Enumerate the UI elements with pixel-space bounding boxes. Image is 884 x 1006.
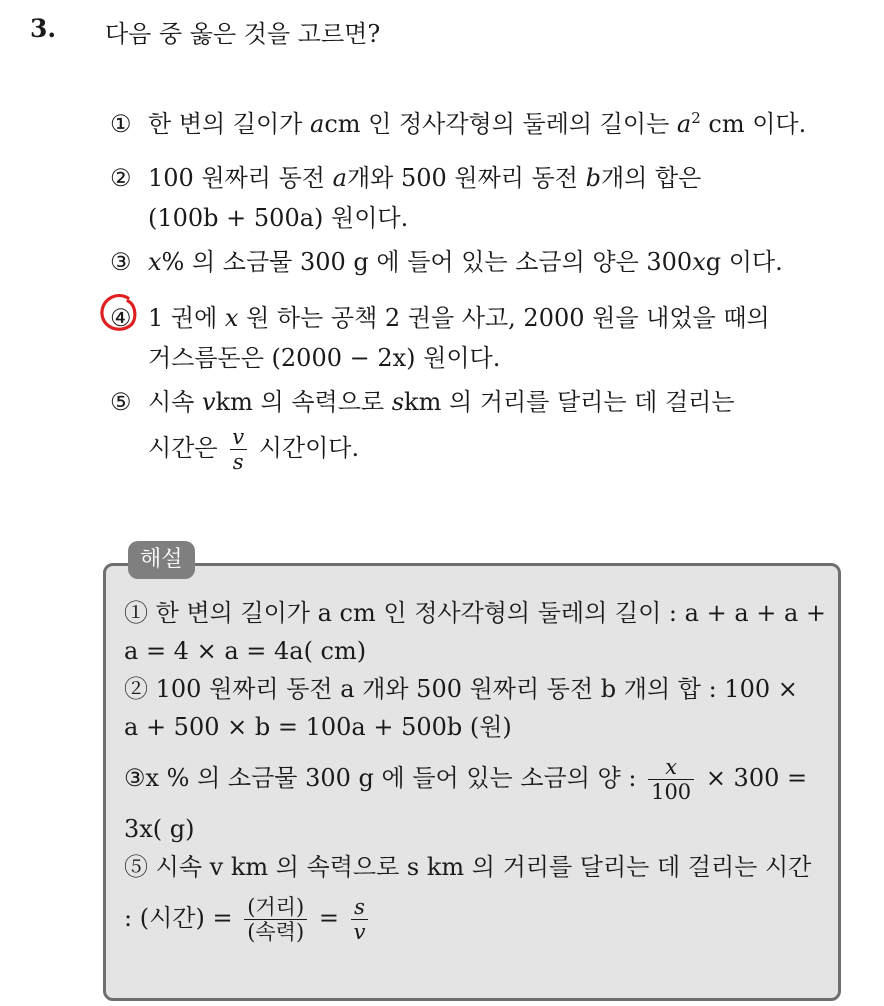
- solution-content: [124, 594, 827, 950]
- option-5[interactable]: [110, 382, 735, 474]
- option-2[interactable]: [110, 158, 701, 238]
- solution-text: × 300 =: [705, 764, 808, 792]
- option-text: km 의 거리를 달리는 데 걸리는: [404, 388, 735, 416]
- option-text: 원 하는 공책 2 권을 사고, 2000 원을 내었을 때의: [246, 304, 770, 332]
- option-text: cm 인 정사각형의 둘레의 길이는: [324, 110, 670, 138]
- fraction-numerator: v: [232, 425, 245, 449]
- fraction-denominator: s: [230, 449, 247, 474]
- question-text: 다음 중 옳은 것을 고르면?: [105, 20, 381, 48]
- variable: x: [692, 248, 706, 276]
- option-mark: ②: [110, 164, 132, 192]
- option-text: 1 권에: [148, 304, 218, 332]
- option-text: 개의 합은: [600, 164, 702, 192]
- solution-line: ⑤ 시속 v km 의 속력으로 s km 의 거리를 달리는 데 걸리는 시간: [124, 853, 812, 881]
- fraction-denominator: v: [351, 919, 369, 944]
- option-1[interactable]: [110, 98, 806, 144]
- variable: v: [202, 388, 216, 416]
- option-text: 시간은: [148, 434, 218, 462]
- fraction: [648, 755, 694, 804]
- option-mark: ④: [110, 304, 132, 332]
- solution-line: [124, 886, 824, 950]
- solution-line: ① 한 변의 길이가 a cm 인 정사각형의 둘레의 길이 : a + a + a +: [124, 599, 827, 627]
- variable: a: [676, 110, 692, 138]
- variable: s: [391, 388, 405, 416]
- option-mark: ⑤: [110, 388, 132, 416]
- solution-text: : (시간) =: [124, 904, 233, 932]
- option-text-line2: 거스름돈은 (2000 − 2x) 원이다.: [148, 344, 501, 372]
- solution-line: ② 100 원짜리 동전 a 개와 500 원짜리 동전 b 개의 합 : 100 ×: [124, 675, 798, 703]
- option-text: cm 이다.: [708, 110, 807, 138]
- fraction: [229, 425, 247, 474]
- variable: a: [332, 164, 347, 192]
- solution-line: [124, 746, 824, 810]
- option-text: 한 변의 길이가: [148, 110, 303, 138]
- option-text: km 의 속력으로: [215, 388, 385, 416]
- solution-line: a + 500 × b = 100a + 500b (원): [124, 713, 512, 741]
- variable: x: [224, 304, 239, 332]
- option-mark: ①: [110, 110, 132, 138]
- solution-text: ③x % 의 소금물 300 g 에 들어 있는 소금의 양 :: [124, 764, 637, 792]
- option-text: % 의 소금물 300 g 에 들어 있는 소금의 양은 300: [161, 248, 693, 276]
- fraction-denominator: (속력): [244, 919, 307, 944]
- option-text: g 이다.: [705, 248, 783, 276]
- option-text: 개와 500 원짜리 동전: [346, 164, 578, 192]
- fraction-numerator: (거리): [247, 895, 305, 919]
- option-text: 100 원짜리 동전: [148, 164, 325, 192]
- solution-line: 3x( g): [124, 815, 195, 843]
- fraction-denominator: 100: [648, 779, 694, 804]
- option-text-line2: (100b + 500a) 원이다.: [148, 204, 409, 232]
- option-text: 시속: [148, 388, 195, 416]
- variable: a: [310, 110, 325, 138]
- solution-tag: 해설: [128, 541, 195, 579]
- variable: b: [585, 164, 601, 192]
- fraction-numerator: s: [354, 895, 365, 919]
- exponent: 2: [691, 109, 701, 127]
- fraction: [244, 895, 307, 944]
- option-4[interactable]: [110, 298, 770, 378]
- question-number: 3.: [30, 14, 57, 43]
- option-mark: ③: [110, 248, 132, 276]
- option-3[interactable]: [110, 242, 783, 282]
- fraction-numerator: x: [665, 755, 678, 779]
- option-text-line2: [110, 422, 735, 474]
- solution-line: a = 4 × a = 4a( cm): [124, 637, 367, 665]
- equals-sign: =: [318, 904, 339, 932]
- variable: x: [148, 248, 162, 276]
- option-text: 시간이다.: [258, 434, 360, 462]
- fraction: [351, 895, 369, 944]
